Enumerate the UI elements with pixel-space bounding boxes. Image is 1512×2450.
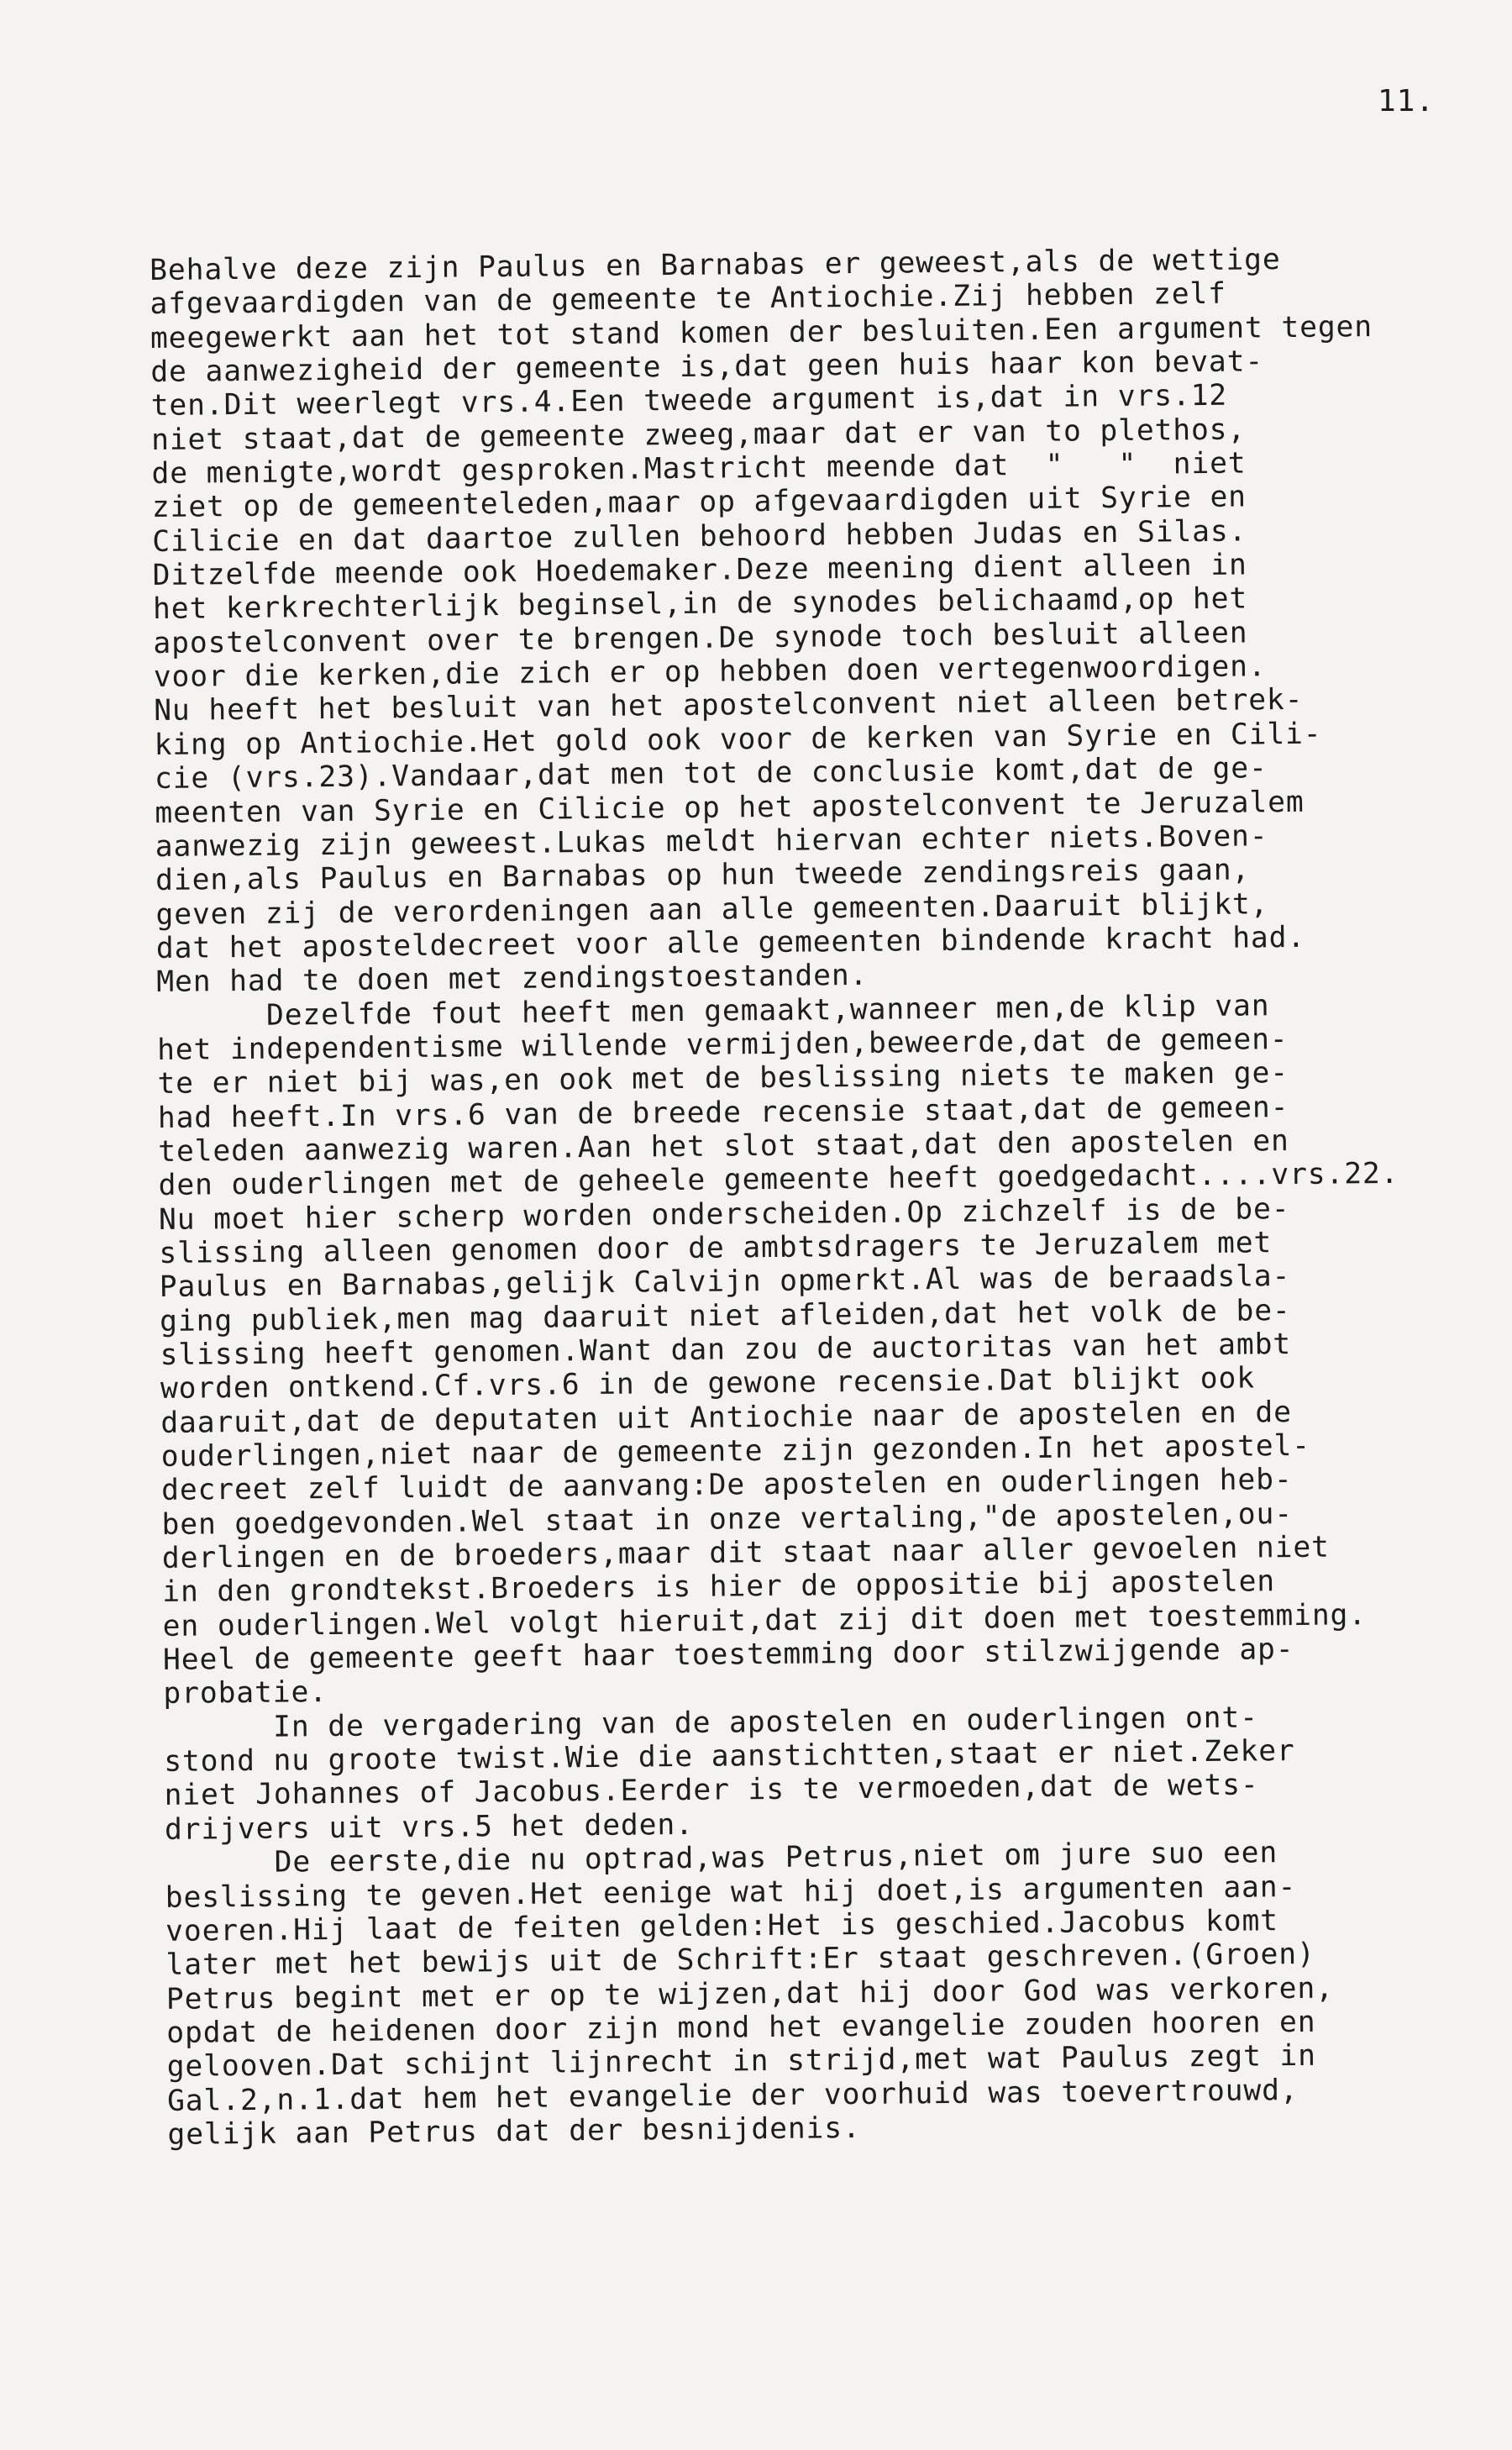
text-line: het kerkrechterlijk beginsel,in de synodes belichaamd,op het: [152, 581, 1248, 627]
text-line: de aanwezigheid der gemeente is,dat geen huis haar kon bevat-: [150, 344, 1264, 390]
text-line: ging publiek,men mag daaruit niet afleiden,dat het volk de be-: [160, 1293, 1291, 1338]
text-line: Nu moet hier scherp worden onderscheiden.Op zichzelf is de be-: [158, 1191, 1290, 1237]
text-line: ten.Dit weerlegt vrs.4.Een tweede argument is,dat in vrs.12: [150, 379, 1228, 423]
text-line: meegewerkt aan het tot stand komen der besluiten.Een argument tegen: [150, 309, 1373, 355]
text-line: derlingen en de broeders,maar dit staat naar aller gevoelen niet: [161, 1530, 1330, 1575]
text-line: De eerste,die nu optrad,was Petrus,niet om jure suo een: [165, 1836, 1278, 1881]
text-line: opdat de heidenen door zijn mond het evangelie zouden hooren en: [166, 2005, 1316, 2050]
text-line: apostelconvent over te brengen.De synode toch besluit alleen: [153, 616, 1248, 660]
text-line: ben goedgevonden.Wel staat in onze vertaling,"de apostelen,ou-: [161, 1496, 1294, 1542]
text-line: niet Johannes of Jacobus.Eerder is te vermoeden,dat de wets-: [164, 1768, 1259, 1813]
text-line: Behalve deze zijn Paulus en Barnabas er geweest,als de wettige: [150, 243, 1281, 287]
text-line: dien,als Paulus en Barnabas op hun tweede zendingsreis gaan,: [155, 853, 1251, 898]
text-line: Men had te doen met zendingstoestanden.: [156, 959, 869, 1000]
text-line: Cilicie en dat daartoe zullen behoord hebben Judas en Silas.: [152, 514, 1247, 559]
text-line: decreet zelf luidt de aanvang:De apostelen en ouderlingen heb-: [160, 1463, 1293, 1508]
text-line: ziet op de gemeenteleden,maar op afgevaardigden uit Syrie en: [151, 480, 1247, 525]
text-line: daaruit,dat de deputaten uit Antiochie naar de apostelen en de: [160, 1395, 1293, 1440]
text-line: voor die kerken,die zich er op hebben doen vertegenwoordigen.: [153, 649, 1267, 695]
text-line: geven zij de verordeningen aan alle gemeenten.Daaruit blijkt,: [155, 886, 1269, 932]
text-line: Dezelfde fout heeft men gemaakt,wanneer men,de klip van: [156, 988, 1270, 1033]
text-line: dat het aposteldecreet voor alle gemeenten bindende kracht had.: [155, 920, 1306, 965]
text-line: had heeft.In vrs.6 van de breede recensie staat,dat de gemeen-: [157, 1090, 1289, 1135]
text-line: in den grondtekst.Broeders is hier de oppositie bij apostelen: [162, 1564, 1276, 1610]
text-line: het independentisme willende vermijden,beweerde,dat de gemeen-: [156, 1022, 1289, 1067]
text-line: later met het bewijs uit de Schrift:Er staat geschreven.(Groen): [165, 1937, 1315, 1983]
body-text: [150, 241, 1512, 2153]
text-line: de menigte,wordt gesproken.Mastricht meende dat " " niet: [151, 446, 1247, 492]
text-line: Paulus en Barnabas,gelijk Calvijn opmerkt.Al was de beraadsla-: [159, 1259, 1291, 1305]
text-line: en ouderlingen.Wel volgt hieruit,dat zij dit doen met toestemming.: [162, 1597, 1368, 1643]
text-line: niet staat,dat de gemeente zweeg,maar dat er van to plethos,: [150, 413, 1247, 457]
text-line: voeren.Hij laat de feiten gelden:Het is geschied.Jacobus komt: [165, 1904, 1279, 1948]
text-line: ouderlingen,niet naar de gemeente zijn gezonden.In het apostel-: [160, 1428, 1311, 1474]
text-line: slissing heeft genomen.Want dan zou de auctoritas van het ambt: [160, 1328, 1292, 1372]
text-line: den ouderlingen met de geheele gemeente heeft goedgedacht....vrs.22.: [158, 1157, 1399, 1203]
text-line: gelooven.Dat schijnt lijnrecht in strijd,met wat Paulus zegt in: [166, 2038, 1317, 2085]
text-line: Gal.2,n.1.dat hem het evangelie der voorhuid was toevertrouwd,: [166, 2073, 1299, 2118]
text-line: teleden aanwezig waren.Aan het slot staat,dat den apostelen en: [158, 1123, 1289, 1169]
text-line: probatie.: [163, 1675, 328, 1711]
text-line: gelijk aan Petrus dat der besnijdenis.: [167, 2111, 861, 2152]
text-line: beslissing te geven.Het eenige wat hij doet,is argumenten aan-: [165, 1869, 1297, 1915]
text-line: te er niet bij was,en ook met de beslissing niets te maken ge-: [157, 1056, 1289, 1101]
text-line: afgevaardigden van de gemeente te Antiochie.Zij hebben zelf: [150, 277, 1227, 322]
text-line: stond nu groote twist.Wie die aanstichtten,staat er niet.Zeker: [164, 1734, 1295, 1780]
text-line: Petrus begint met er op te wijzen,dat hij door God was verkoren,: [165, 1971, 1335, 2016]
text-line: worden ontkend.Cf.vrs.6 in de gewone recensie.Dat blijkt ook: [160, 1361, 1256, 1406]
text-line: drijvers uit vrs.5 het deden.: [164, 1807, 694, 1847]
text-line: aanwezig zijn geweest.Lukas meldt hiervan echter niets.Boven-: [155, 819, 1268, 864]
text-line: Ditzelfde meende ook Hoedemaker.Deze meening dient alleen in: [152, 548, 1247, 593]
text-line: Heel de gemeente geeft haar toestemming door stilzwijgende ap-: [162, 1632, 1294, 1678]
text-line: cie (vrs.23).Vandaar,dat men tot de conclusie komt,dat de ge-: [154, 751, 1268, 797]
text-line: meenten van Syrie en Cilicie op het apostelconvent te Jeruzalem: [155, 785, 1305, 830]
text-line: slissing alleen genomen door de ambtsdragers te Jeruzalem met: [159, 1226, 1273, 1270]
text-line: king op Antiochie.Het gold ook voor de kerken van Syrie en Cili-: [154, 717, 1322, 762]
text-line: Nu heeft het besluit van het apostelconvent niet alleen betrek-: [154, 683, 1304, 728]
page-number: 11.: [1378, 84, 1436, 118]
text-line: In de vergadering van de apostelen en ouderlingen ont-: [163, 1701, 1259, 1745]
